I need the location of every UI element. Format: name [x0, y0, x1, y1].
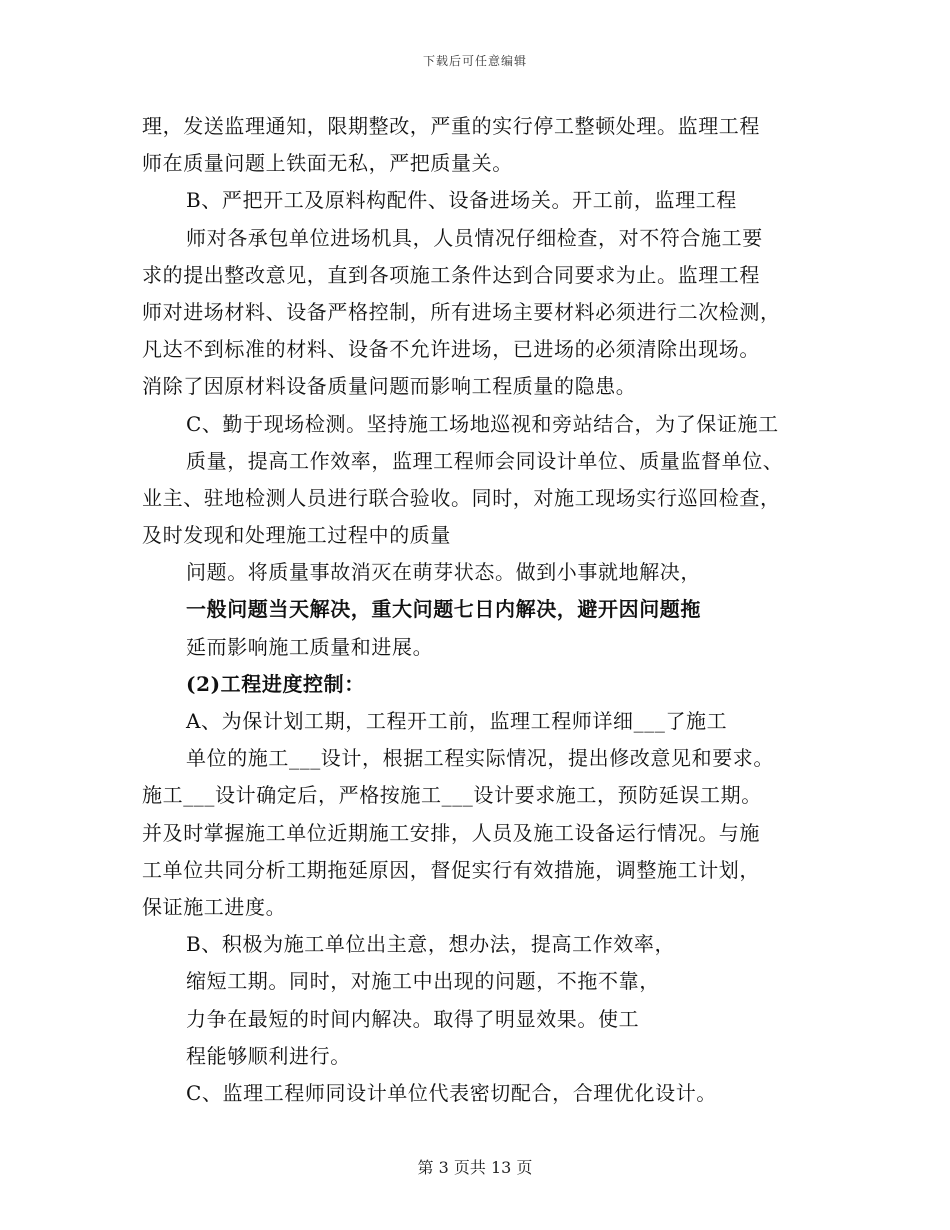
- text-line-18: 单位的施工___设计，根据工程实际情况，提出修改意见和要求。: [186, 746, 774, 771]
- text-line-17: A、为保计划工期，工程开工前，监理工程师详细___了施工: [186, 709, 728, 733]
- text-line-20: 并及时掌握施工单位近期施工安排，人员及施工设备运行情况。与施: [142, 820, 760, 845]
- text-line-15: 延而影响施工质量和进展。: [186, 634, 434, 659]
- text-line-12: 及时发现和处理施工过程中的质量: [142, 523, 451, 548]
- text-line-19: 施工___设计确定后，严格按施工___设计要求施工，预防延误工期。: [142, 783, 762, 808]
- text-line-21: 工单位共同分析工期拖延原因，督促实行有效措施，调整施工计划，: [142, 857, 760, 882]
- document-body: [142, 108, 822, 1112]
- text-line-14: 一般问题当天解决，重大问题七日内解决，避开因问题拖: [186, 597, 701, 622]
- text-line-27: C、监理工程师同设计单位代表密切配合，合理优化设计。: [186, 1080, 717, 1105]
- text-line-11: 业主、驻地检测人员进行联合验收。同时，对施工现场实行巡回检查，: [142, 485, 781, 510]
- text-line-7: 凡达不到标准的材料、设备不允许进场，已进场的必须清除出现场。: [142, 337, 760, 362]
- text-line-23: B、积极为施工单位出主意，想办法，提高工作效率，: [186, 932, 676, 957]
- text-line-22: 保证施工进度。: [142, 894, 287, 919]
- text-line-13: 问题。将质量事故消灭在萌芽状态。做到小事就地解决，: [186, 560, 701, 585]
- text-line-6: 师对进场材料、设备严格控制，所有进场主要材料必须进行二次检测，: [142, 299, 781, 324]
- text-line-2: 师在质量问题上铁面无私，严把质量关。: [142, 151, 513, 176]
- text-line-25: 力争在最短的时间内解决。取得了明显效果。使工: [186, 1006, 640, 1031]
- page-header: 下载后可任意编辑: [422, 54, 527, 68]
- text-line-10: 质量，提高工作效率，监理工程师会同设计单位、质量监督单位、: [186, 448, 784, 473]
- text-line-24: 缩短工期。同时，对施工中出现的问题，不拖不靠，: [186, 969, 660, 994]
- text-line-26: 程能够顺利进行。: [186, 1043, 351, 1068]
- text-line-8: 消除了因原材料设备质量问题而影响工程质量的隐患。: [142, 374, 637, 399]
- page-footer: 第 3 页共 13 页: [417, 1158, 533, 1177]
- text-line-5: 求的提出整改意见，直到各项施工条件达到合同要求为止。监理工程: [142, 262, 760, 287]
- text-line-9: C、勤于现场检测。坚持施工场地巡视和旁站结合，为了保证施工: [186, 411, 779, 436]
- text-line-4: 师对各承包单位进场机具，人员情况仔细检查，对不符合施工要: [186, 225, 763, 250]
- text-line-1: 理，发送监理通知，限期整改，严重的实行停工整顿处理。监理工程: [142, 114, 760, 138]
- text-line-3: B、严把开工及原料构配件、设备进场关。开工前，监理工程: [186, 188, 737, 213]
- section-heading: (2)工程进度控制：: [186, 671, 365, 696]
